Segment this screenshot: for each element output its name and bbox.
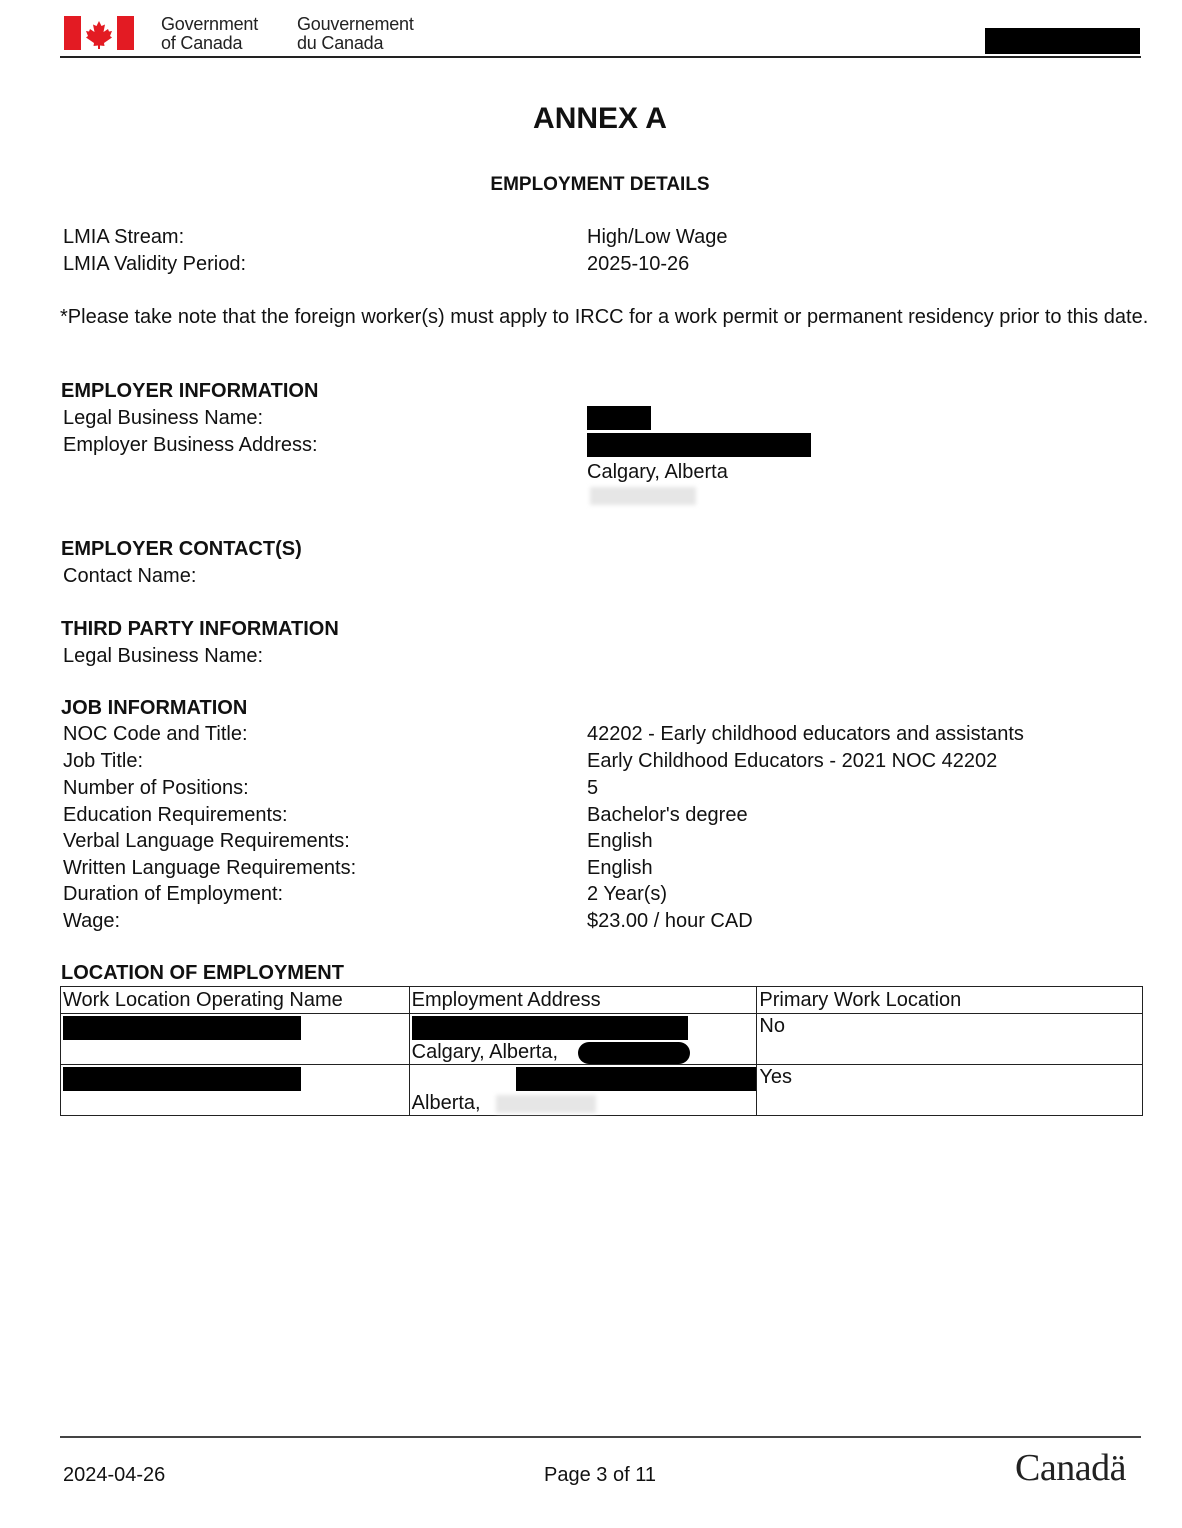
column-header-address: Employment Address bbox=[409, 987, 757, 1014]
blurred-postal-code bbox=[496, 1095, 596, 1113]
gov-fr-line1: Gouvernement bbox=[297, 14, 414, 34]
job-row-label: Duration of Employment: bbox=[63, 883, 284, 905]
redacted-operating-name bbox=[63, 1067, 301, 1091]
redacted-street-address bbox=[587, 433, 811, 457]
job-row-label: Written Language Requirements: bbox=[63, 857, 357, 879]
operating-name-cell bbox=[61, 1014, 410, 1065]
redacted-address bbox=[516, 1067, 756, 1091]
government-of-canada-fr bbox=[297, 15, 414, 53]
job-row-value: $23.00 / hour CAD bbox=[587, 910, 753, 932]
third-party-heading: THIRD PARTY INFORMATION bbox=[61, 618, 339, 640]
gov-en-line1: Government bbox=[161, 14, 259, 34]
gov-en-line2: of Canada bbox=[161, 33, 243, 53]
employer-address-city: Calgary, Alberta bbox=[587, 461, 728, 483]
employer-address-label: Employer Business Address: bbox=[63, 434, 318, 456]
lmia-stream-label: LMIA Stream: bbox=[63, 226, 185, 248]
job-row-value: Bachelor's degree bbox=[587, 804, 748, 826]
job-row-label: Number of Positions: bbox=[63, 777, 249, 799]
redacted-address bbox=[412, 1016, 688, 1040]
address-cell bbox=[409, 1065, 757, 1116]
job-row-label: Education Requirements: bbox=[63, 804, 288, 826]
address-tail: Alberta, bbox=[411, 1092, 481, 1114]
job-row-value: 42202 - Early childhood educators and assistants bbox=[587, 723, 1024, 745]
job-row-value: 2 Year(s) bbox=[587, 883, 668, 905]
footer-rule bbox=[60, 1436, 1141, 1438]
lmia-stream-value: High/Low Wage bbox=[587, 226, 728, 248]
job-row-value: Early Childhood Educators - 2021 NOC 42202 bbox=[587, 750, 998, 772]
blurred-postal-code bbox=[590, 487, 696, 505]
primary-location-cell: No bbox=[757, 1014, 1143, 1065]
canada-wordmark-logo: Canadä bbox=[1015, 1447, 1126, 1489]
employer-legal-name-label: Legal Business Name: bbox=[63, 407, 264, 429]
address-cell bbox=[409, 1014, 757, 1065]
canada-flag-icon bbox=[64, 16, 134, 50]
table-header-row bbox=[61, 987, 1143, 1014]
gov-fr-line2: du Canada bbox=[297, 33, 384, 53]
job-row-label: NOC Code and Title: bbox=[63, 723, 248, 745]
job-info-heading: JOB INFORMATION bbox=[61, 697, 248, 719]
footer-page-number: Page 3 of 11 bbox=[544, 1464, 656, 1486]
employer-info-heading: EMPLOYER INFORMATION bbox=[61, 380, 319, 402]
page-title: ANNEX A bbox=[533, 102, 667, 135]
job-row-value: 5 bbox=[587, 777, 599, 799]
redacted-legal-name bbox=[587, 406, 651, 430]
primary-location-cell: Yes bbox=[757, 1065, 1143, 1116]
job-row-label: Wage: bbox=[63, 910, 121, 932]
lmia-validity-label: LMIA Validity Period: bbox=[63, 253, 247, 275]
job-row-value: English bbox=[587, 830, 653, 852]
lmia-validity-value: 2025-10-26 bbox=[587, 253, 690, 275]
address-tail: Calgary, Alberta, bbox=[411, 1041, 559, 1063]
contact-name-label: Contact Name: bbox=[63, 565, 197, 587]
page-subtitle: EMPLOYMENT DETAILS bbox=[490, 174, 710, 195]
footer-date: 2024-04-26 bbox=[63, 1464, 166, 1486]
table-row bbox=[61, 1065, 1143, 1116]
redacted-operating-name bbox=[63, 1016, 301, 1040]
government-of-canada-en bbox=[161, 15, 258, 53]
employer-contacts-heading: EMPLOYER CONTACT(S) bbox=[61, 538, 302, 560]
redacted-file-number bbox=[985, 28, 1140, 54]
third-party-legal-name-label: Legal Business Name: bbox=[63, 645, 264, 667]
job-row-label: Job Title: bbox=[63, 750, 144, 772]
work-permit-note: *Please take note that the foreign worker(s) must apply to IRCC for a work permit or permanent residency prior to this date. bbox=[60, 306, 1149, 328]
column-header-primary: Primary Work Location bbox=[757, 987, 1143, 1014]
redacted-postal-code bbox=[578, 1042, 690, 1064]
job-row-label: Verbal Language Requirements: bbox=[63, 830, 350, 852]
location-table bbox=[60, 986, 1143, 1116]
column-header-operating-name: Work Location Operating Name bbox=[61, 987, 410, 1014]
operating-name-cell bbox=[61, 1065, 410, 1116]
job-row-value: English bbox=[587, 857, 653, 879]
table-row bbox=[61, 1014, 1143, 1065]
location-heading: LOCATION OF EMPLOYMENT bbox=[61, 962, 344, 984]
header-rule bbox=[60, 56, 1141, 58]
